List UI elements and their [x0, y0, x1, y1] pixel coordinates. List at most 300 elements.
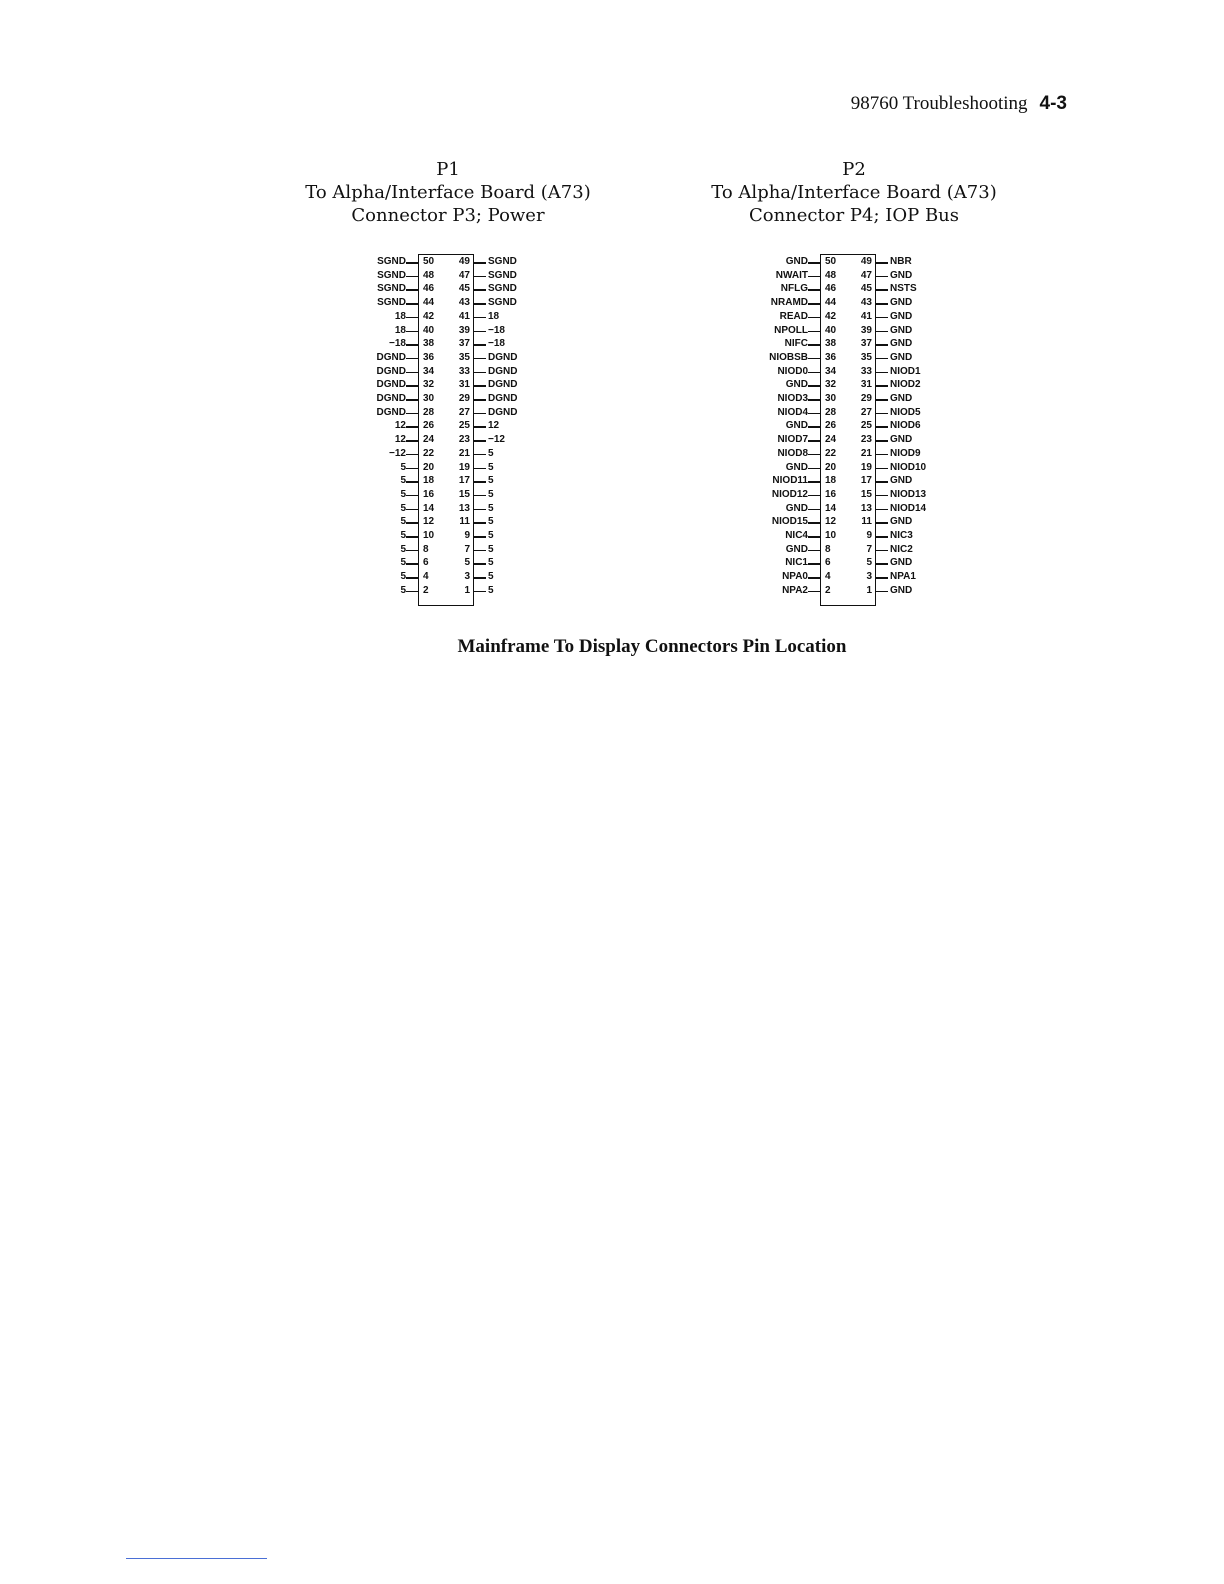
pin-lead-right — [876, 426, 888, 428]
pin-lead-right — [876, 550, 888, 552]
pin-lead-right — [474, 495, 486, 497]
pin-row — [654, 351, 1054, 365]
pin-number-left: 12 — [825, 516, 837, 528]
connector-p1-name: P1 — [436, 159, 460, 180]
pin-lead-left — [406, 440, 418, 442]
pin-signal-right: 12 — [488, 420, 500, 432]
pin-signal-right: NIOD9 — [890, 447, 921, 459]
pin-number-left: 44 — [423, 297, 435, 309]
pin-number-left: 18 — [825, 475, 837, 487]
pin-signal-left: 5 — [400, 543, 406, 555]
pin-signal-left: 5 — [400, 584, 406, 596]
pin-row — [248, 488, 648, 502]
pin-lead-left — [406, 591, 418, 593]
pin-number-left: 20 — [825, 461, 837, 473]
pin-row — [654, 392, 1054, 406]
pin-signal-right: −12 — [488, 434, 505, 446]
pin-signal-left: NWAIT — [775, 269, 808, 281]
pin-lead-left — [808, 495, 820, 497]
pin-lead-right — [876, 289, 888, 291]
pin-row — [654, 324, 1054, 338]
pin-signal-right: 5 — [488, 543, 494, 555]
pin-lead-left — [808, 276, 820, 278]
pin-signal-left: SGND — [377, 269, 406, 281]
pin-number-left: 30 — [423, 393, 435, 404]
pin-number-left: 2 — [825, 584, 831, 596]
pin-lead-left — [406, 289, 418, 291]
pin-signal-right: NIOD6 — [890, 420, 921, 432]
pin-signal-right: 5 — [488, 461, 494, 473]
pin-number-right: 29 — [458, 393, 470, 404]
pin-number-left: 28 — [825, 406, 837, 418]
pin-number-left: 36 — [423, 351, 435, 363]
pin-lead-right — [474, 563, 486, 565]
pin-lead-left — [808, 577, 820, 579]
pin-number-right: 45 — [458, 283, 470, 295]
pin-lead-right — [474, 522, 486, 524]
pin-number-left: 26 — [825, 420, 837, 432]
pin-signal-left: READ — [779, 310, 808, 322]
pin-lead-left — [808, 591, 820, 593]
pin-number-left: 50 — [423, 256, 435, 267]
pin-signal-left: 5 — [400, 475, 406, 487]
pin-lead-left — [808, 331, 820, 333]
pin-row — [654, 269, 1054, 283]
pin-number-right: 39 — [458, 324, 470, 336]
pin-row — [248, 461, 648, 475]
pin-lead-left — [808, 303, 820, 305]
pin-lead-right — [474, 399, 486, 401]
pin-row — [248, 406, 648, 420]
pin-number-left: 2 — [423, 584, 429, 596]
pin-signal-left: GND — [785, 543, 808, 555]
pin-lead-right — [876, 495, 888, 497]
pin-lead-right — [474, 372, 486, 374]
pin-lead-left — [406, 468, 418, 470]
pin-signal-right: GND — [890, 297, 913, 309]
pin-lead-right — [876, 331, 888, 333]
pin-row — [654, 529, 1054, 543]
pin-signal-right: GND — [890, 324, 913, 336]
pin-lead-left — [406, 413, 418, 415]
pin-number-right: 27 — [860, 406, 872, 418]
pin-number-right: 37 — [860, 338, 872, 350]
pin-number-right: 7 — [464, 543, 470, 555]
pin-row — [654, 502, 1054, 516]
pin-signal-right: −18 — [488, 324, 505, 336]
pin-number-left: 16 — [825, 488, 837, 500]
pin-row — [654, 433, 1054, 447]
pin-number-left: 32 — [423, 379, 435, 391]
pin-signal-right: GND — [890, 584, 913, 596]
pin-number-left: 26 — [423, 420, 435, 432]
pin-row — [248, 529, 648, 543]
pin-lead-right — [474, 385, 486, 387]
pin-row — [654, 461, 1054, 475]
section-number: 4-3 — [1039, 93, 1067, 114]
pin-signal-right: NIC2 — [890, 543, 913, 555]
pin-row — [654, 447, 1054, 461]
header-title: 98760 Troubleshooting — [850, 93, 1028, 114]
pin-signal-right: GND — [890, 269, 913, 281]
pin-signal-right: NPA1 — [890, 571, 916, 583]
pin-signal-left: NRAMD — [770, 297, 808, 309]
pin-number-left: 42 — [825, 310, 837, 322]
pin-signal-right: 5 — [488, 502, 494, 514]
pin-signal-left: NPOLL — [774, 324, 808, 336]
pin-lead-right — [876, 399, 888, 401]
pin-signal-right: −18 — [488, 338, 505, 350]
pin-lead-left — [808, 481, 820, 483]
pin-signal-left: DGND — [376, 406, 406, 418]
pin-number-right: 41 — [860, 310, 872, 322]
pin-row — [248, 255, 648, 269]
pin-row — [248, 419, 648, 433]
pin-number-right: 3 — [464, 571, 470, 583]
pin-signal-right: 5 — [488, 584, 494, 596]
pin-lead-right — [876, 303, 888, 305]
pin-lead-left — [808, 440, 820, 442]
pin-number-right: 1 — [866, 584, 872, 596]
pin-lead-right — [474, 481, 486, 483]
pin-signal-left: NIOD0 — [777, 365, 808, 377]
pin-row — [248, 282, 648, 296]
pin-lead-left — [808, 563, 820, 565]
pin-number-right: 5 — [866, 557, 872, 569]
pin-number-left: 12 — [423, 516, 435, 528]
pin-signal-left: 18 — [394, 324, 406, 336]
pin-lead-right — [474, 440, 486, 442]
pin-row — [248, 584, 648, 598]
pin-number-right: 21 — [458, 447, 470, 459]
pin-lead-left — [406, 536, 418, 538]
pin-number-right: 1 — [464, 584, 470, 596]
pin-number-right: 43 — [458, 297, 470, 309]
pin-number-left: 36 — [825, 351, 837, 363]
pin-signal-right: GND — [890, 351, 913, 363]
pin-lead-left — [808, 372, 820, 374]
pin-lead-left — [406, 454, 418, 456]
pin-signal-left: NIOD7 — [777, 434, 808, 446]
pin-signal-right: NIOD1 — [890, 365, 921, 377]
pin-number-right: 41 — [458, 310, 470, 322]
pin-number-right: 49 — [458, 256, 470, 267]
pin-signal-right: 5 — [488, 488, 494, 500]
pin-signal-left: GND — [785, 379, 808, 391]
pin-lead-left — [406, 276, 418, 278]
pin-number-right: 23 — [458, 434, 470, 446]
pin-row — [248, 378, 648, 392]
pin-number-left: 20 — [423, 461, 435, 473]
pin-row — [248, 310, 648, 324]
pin-row — [654, 255, 1054, 269]
pin-row — [248, 556, 648, 570]
pin-lead-left — [406, 372, 418, 374]
pin-number-left: 30 — [825, 393, 837, 404]
pin-signal-left: 5 — [400, 461, 406, 473]
connector-p2-name: P2 — [842, 159, 866, 180]
pin-lead-right — [474, 344, 486, 346]
pin-row — [248, 351, 648, 365]
pin-lead-right — [474, 454, 486, 456]
pin-signal-right: DGND — [488, 393, 518, 404]
pin-number-right: 47 — [458, 269, 470, 281]
pin-number-right: 17 — [860, 475, 872, 487]
pin-lead-right — [876, 276, 888, 278]
connector-p2-pinout — [654, 254, 1054, 606]
pin-signal-left: DGND — [376, 365, 406, 377]
pin-number-right: 7 — [866, 543, 872, 555]
pin-signal-left: GND — [785, 420, 808, 432]
pin-lead-right — [876, 468, 888, 470]
pin-number-right: 15 — [860, 488, 872, 500]
pin-signal-right: DGND — [488, 379, 518, 391]
figure-caption: Mainframe To Display Connectors Pin Location — [457, 636, 847, 657]
pin-number-left: 24 — [825, 434, 837, 446]
pin-number-left: 14 — [825, 502, 837, 514]
pin-signal-left: DGND — [376, 351, 406, 363]
pin-signal-right: GND — [890, 338, 913, 350]
pin-row — [654, 488, 1054, 502]
pin-number-left: 4 — [825, 571, 831, 583]
pin-lead-right — [876, 522, 888, 524]
pin-number-left: 8 — [825, 543, 831, 555]
pin-row — [248, 570, 648, 584]
pin-signal-left: NPA2 — [782, 584, 808, 596]
pin-lead-right — [876, 591, 888, 593]
pin-signal-right: GND — [890, 434, 913, 446]
pin-lead-right — [876, 344, 888, 346]
pin-signal-left: SGND — [377, 256, 406, 267]
pin-row — [654, 365, 1054, 379]
pin-signal-left: NPA0 — [782, 571, 808, 583]
pin-lead-left — [808, 468, 820, 470]
pin-row — [654, 337, 1054, 351]
pin-lead-left — [406, 262, 418, 264]
pin-number-left: 40 — [423, 324, 435, 336]
pin-lead-right — [474, 577, 486, 579]
pin-signal-left: NIOD8 — [777, 447, 808, 459]
pin-signal-left: 5 — [400, 488, 406, 500]
pin-number-right: 45 — [860, 283, 872, 295]
pin-lead-left — [808, 522, 820, 524]
pin-number-left: 10 — [825, 530, 837, 541]
pin-signal-right: NIOD5 — [890, 406, 921, 418]
pin-number-left: 10 — [423, 530, 435, 541]
pin-number-right: 25 — [458, 420, 470, 432]
pin-signal-left: 5 — [400, 530, 406, 541]
pin-lead-right — [474, 413, 486, 415]
pin-row — [248, 392, 648, 406]
pin-number-right: 31 — [860, 379, 872, 391]
pin-number-right: 11 — [459, 516, 470, 528]
pin-signal-left: 12 — [394, 434, 406, 446]
pin-number-right: 27 — [458, 406, 470, 418]
pin-number-right: 17 — [458, 475, 470, 487]
pin-number-right: 33 — [458, 365, 470, 377]
pin-signal-right: DGND — [488, 351, 518, 363]
pin-signal-right: 5 — [488, 530, 494, 541]
pin-signal-right: 5 — [488, 557, 494, 569]
pin-row — [248, 365, 648, 379]
pin-lead-right — [876, 440, 888, 442]
pin-row — [654, 310, 1054, 324]
pin-row — [248, 324, 648, 338]
pin-lead-right — [474, 468, 486, 470]
pin-signal-left: NFLG — [780, 283, 808, 295]
pin-number-left: 38 — [825, 338, 837, 350]
connector-p2-desc-line1: To Alpha/Interface Board (A73) — [711, 182, 997, 203]
pin-signal-right: NSTS — [890, 283, 917, 295]
pin-row — [248, 296, 648, 310]
connector-p2-title — [654, 158, 1054, 227]
connector-p1-pinout — [248, 254, 648, 606]
pin-lead-right — [876, 577, 888, 579]
pin-signal-right: GND — [890, 516, 913, 528]
pin-number-right: 31 — [458, 379, 470, 391]
pin-signal-left: DGND — [376, 393, 406, 404]
pin-signal-right: NIOD2 — [890, 379, 921, 391]
pin-number-left: 24 — [423, 434, 435, 446]
pin-signal-right: GND — [890, 393, 913, 404]
pin-signal-left: 12 — [394, 420, 406, 432]
pin-number-left: 46 — [825, 283, 837, 295]
connector-p2-desc-line2: Connector P4; IOP Bus — [748, 205, 960, 226]
pin-lead-left — [406, 399, 418, 401]
pin-row — [654, 515, 1054, 529]
pin-lead-left — [406, 303, 418, 305]
pin-row — [248, 447, 648, 461]
pin-lead-left — [808, 317, 820, 319]
pin-signal-right: NIOD10 — [890, 461, 927, 473]
pin-lead-left — [808, 399, 820, 401]
pin-number-left: 22 — [423, 447, 435, 459]
pin-signal-left: NIOD11 — [772, 475, 808, 487]
pin-lead-left — [808, 454, 820, 456]
pin-signal-left: 5 — [400, 516, 406, 528]
pin-number-left: 44 — [825, 297, 837, 309]
pin-lead-right — [876, 262, 888, 264]
footer-rule — [126, 1558, 267, 1559]
pin-row — [248, 337, 648, 351]
pin-row — [248, 269, 648, 283]
pin-signal-left: NIFC — [784, 338, 808, 350]
pin-row — [248, 543, 648, 557]
pin-row — [248, 515, 648, 529]
pin-number-right: 37 — [458, 338, 470, 350]
pin-row — [654, 282, 1054, 296]
pin-lead-left — [808, 509, 820, 511]
pin-signal-left: NIOD3 — [777, 393, 808, 404]
pin-number-right: 13 — [458, 502, 470, 514]
pin-row — [248, 474, 648, 488]
pin-signal-right: NIOD13 — [890, 488, 927, 500]
pin-row — [654, 556, 1054, 570]
pin-lead-right — [474, 262, 486, 264]
pin-signal-right: 5 — [488, 447, 494, 459]
pin-row — [654, 419, 1054, 433]
pin-lead-right — [474, 536, 486, 538]
connector-p1 — [248, 158, 648, 606]
pin-lead-right — [876, 536, 888, 538]
pin-number-right: 15 — [458, 488, 470, 500]
pin-row — [654, 570, 1054, 584]
pin-signal-left: GND — [785, 502, 808, 514]
pin-lead-left — [406, 385, 418, 387]
page-header — [851, 93, 1067, 115]
pin-lead-right — [876, 509, 888, 511]
pin-lead-left — [406, 317, 418, 319]
pin-signal-left: NIOD4 — [777, 406, 808, 418]
pin-row — [654, 474, 1054, 488]
pin-lead-right — [876, 481, 888, 483]
pin-number-right: 19 — [458, 461, 470, 473]
pin-lead-right — [474, 317, 486, 319]
pin-number-right: 25 — [860, 420, 872, 432]
pin-signal-right: 18 — [488, 310, 500, 322]
pin-lead-right — [474, 509, 486, 511]
pin-row — [654, 543, 1054, 557]
pin-row — [654, 378, 1054, 392]
pin-signal-right: 5 — [488, 475, 494, 487]
pin-number-left: 6 — [423, 557, 429, 569]
pin-lead-right — [474, 426, 486, 428]
pin-number-right: 43 — [860, 297, 872, 309]
pin-number-right: 13 — [860, 502, 872, 514]
pin-number-left: 34 — [423, 365, 435, 377]
pin-number-left: 34 — [825, 365, 837, 377]
pin-signal-left: SGND — [377, 297, 406, 309]
pin-lead-left — [406, 550, 418, 552]
pin-signal-left: −18 — [389, 338, 406, 350]
pin-lead-right — [474, 591, 486, 593]
pin-lead-right — [876, 317, 888, 319]
pin-signal-left: GND — [785, 256, 808, 267]
pin-signal-right: 5 — [488, 516, 494, 528]
pin-number-right: 21 — [860, 447, 872, 459]
pin-signal-left: NIC4 — [785, 530, 808, 541]
pin-signal-left: 18 — [394, 310, 406, 322]
pin-row — [248, 433, 648, 447]
pin-number-right: 9 — [866, 530, 872, 541]
pin-lead-left — [808, 344, 820, 346]
pin-signal-right: SGND — [488, 283, 517, 295]
pin-signal-right: DGND — [488, 365, 518, 377]
pin-number-right: 19 — [860, 461, 872, 473]
pin-signal-left: NIOD12 — [771, 488, 808, 500]
pin-lead-left — [808, 536, 820, 538]
pin-lead-left — [808, 262, 820, 264]
pin-number-left: 46 — [423, 283, 435, 295]
pin-number-left: 16 — [423, 488, 435, 500]
pin-number-right: 35 — [458, 351, 470, 363]
pin-lead-left — [406, 495, 418, 497]
pin-lead-left — [406, 563, 418, 565]
pin-number-left: 38 — [423, 338, 435, 350]
pin-number-left: 22 — [825, 447, 837, 459]
connector-p1-desc-line2: Connector P3; Power — [351, 205, 545, 226]
pin-number-right: 23 — [860, 434, 872, 446]
pin-signal-right: NIC3 — [890, 530, 913, 541]
pin-number-left: 48 — [423, 269, 435, 281]
pin-number-right: 47 — [860, 269, 872, 281]
pin-number-left: 48 — [825, 269, 837, 281]
pin-lead-right — [474, 289, 486, 291]
pin-lead-left — [808, 289, 820, 291]
pin-signal-right: GND — [890, 475, 913, 487]
pin-lead-left — [406, 577, 418, 579]
pin-number-right: 3 — [866, 571, 872, 583]
